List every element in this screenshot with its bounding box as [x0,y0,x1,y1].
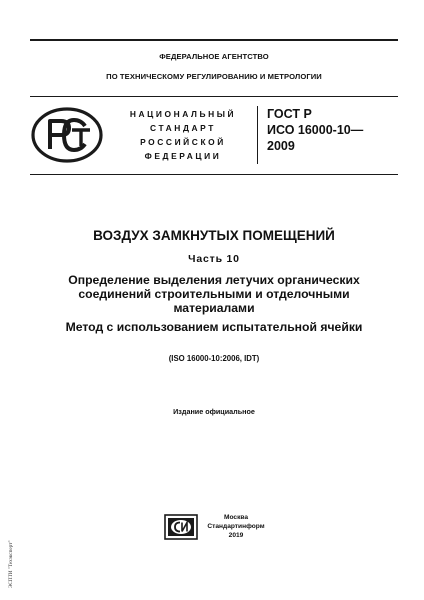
national-line: РОССИЙСКОЙ [140,137,226,147]
publisher-city: Москва [223,514,249,521]
designation-line: ИСО 16000-10— [267,123,364,137]
vertical-divider [257,106,258,164]
side-stamp-text: ЭСПТИ "Техэксперт" [8,540,14,588]
middle-rule [30,96,398,97]
iso-reference: (ISO 16000-10:2006, IDT) [168,354,260,363]
designation-line: ГОСТ Р [267,107,312,121]
side-stamp [0,528,16,588]
document-subtitle [30,273,398,315]
subtitle-line: Определение выделения летучих органических [68,273,360,287]
national-standard-label [118,107,248,163]
national-line: ФЕДЕРАЦИИ [144,151,222,161]
method-title: Метод с использованием испытательной ячейки [65,320,363,334]
agency-name-line-1: ФЕДЕРАЛЬНОЕ АГЕНТСТВО [159,52,269,61]
national-line: НАЦИОНАЛЬНЫЙ [129,109,237,119]
lower-rule [30,174,398,175]
standard-designation [267,106,397,154]
standartinform-logo-icon [164,514,198,540]
subtitle-line: соединений строительными и отделочными [78,287,350,301]
national-line: СТАНДАРТ [150,123,216,133]
top-rule [30,39,398,41]
designation-line: 2009 [267,139,295,153]
edition-label: Издание официальное [173,407,255,416]
publication-year: 2019 [228,531,244,539]
subtitle-line: материалами [173,301,255,315]
part-number: Часть 10 [188,253,240,265]
agency-name-line-2: ПО ТЕХНИЧЕСКОМУ РЕГУЛИРОВАНИЮ И МЕТРОЛОГИИ [106,72,322,81]
publisher-block [200,514,272,540]
publisher-name: Стандартинформ [207,522,265,530]
rst-emblem-icon [30,106,104,164]
document-title: ВОЗДУХ ЗАМКНУТЫХ ПОМЕЩЕНИЙ [93,228,335,243]
